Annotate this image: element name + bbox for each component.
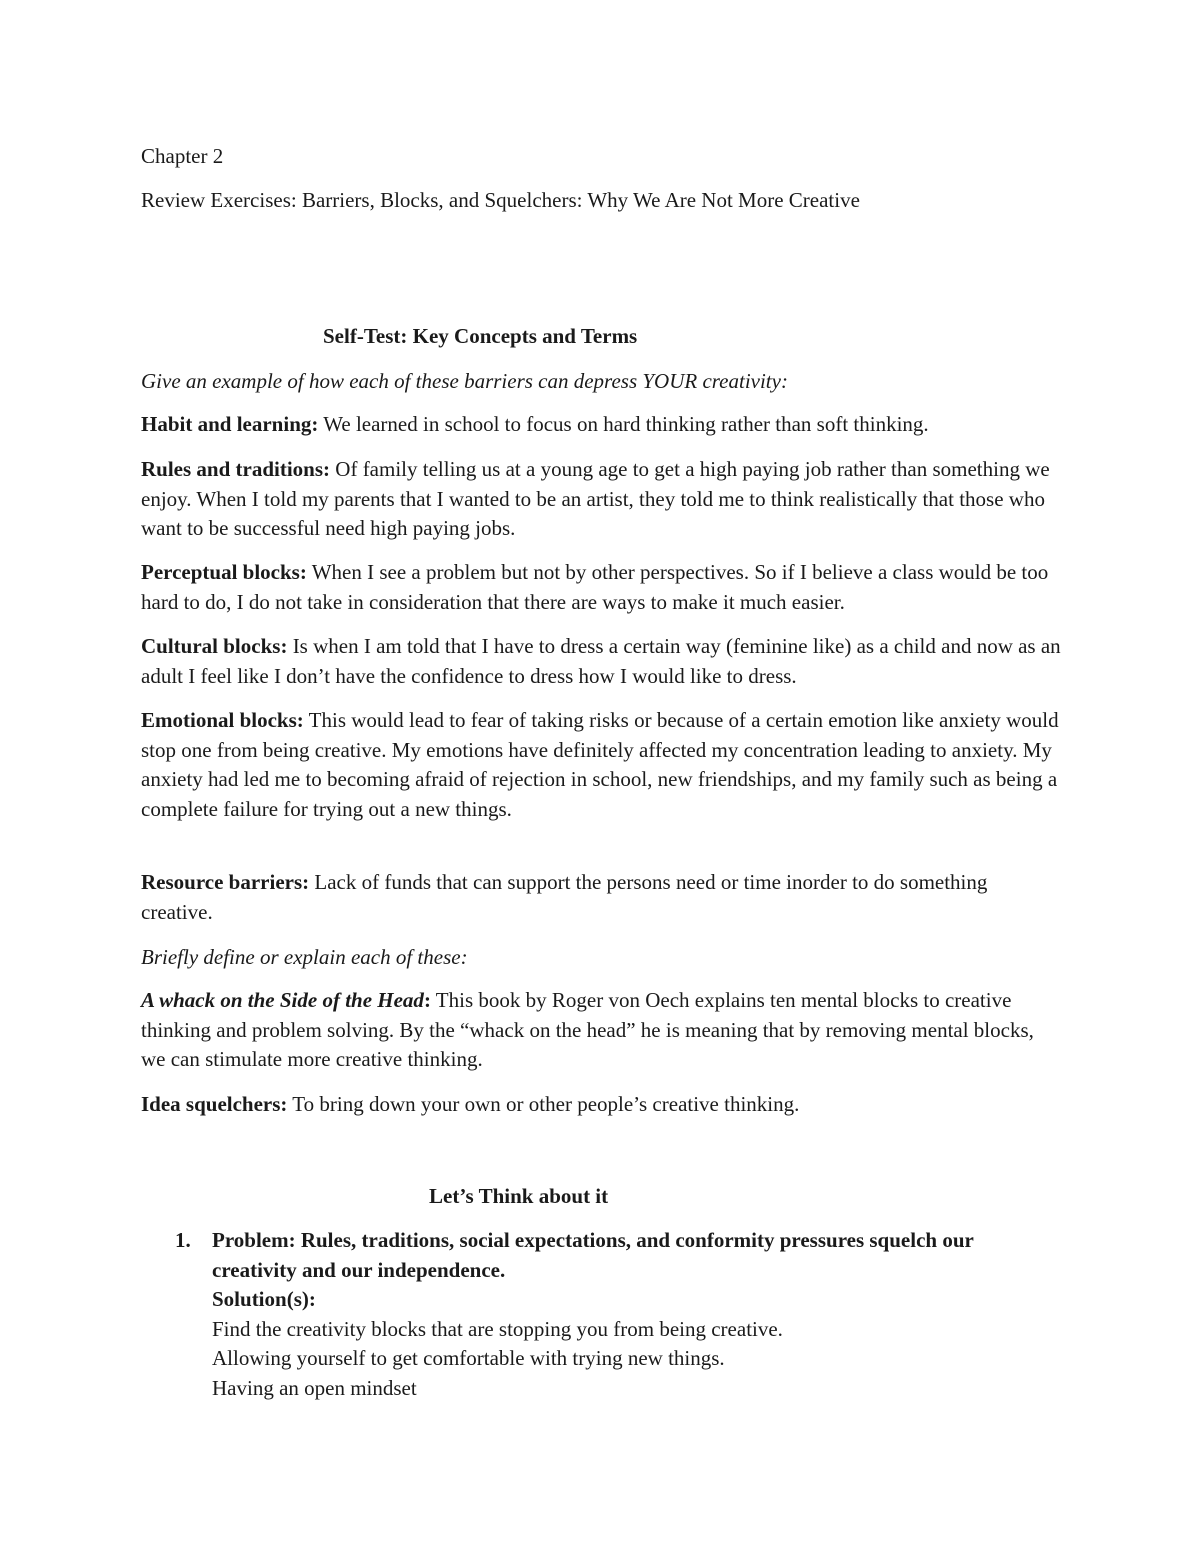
self-test-heading: Self-Test: Key Concepts and Terms bbox=[323, 324, 638, 348]
self-test-prompt: Give an example of how each of these barriers can depress YOUR creativity: bbox=[141, 369, 788, 393]
define-prompt: Briefly define or explain each of these: bbox=[141, 945, 468, 969]
barrier-item-resource bbox=[141, 868, 1061, 927]
barrier-item-habit bbox=[141, 410, 1061, 440]
barrier-item-cultural bbox=[141, 632, 1061, 691]
problem-statement: Problem: Rules, traditions, social expectations, and conformity pressures squelch our creativity and our independence. bbox=[212, 1228, 974, 1282]
barrier-term: Emotional blocks: bbox=[141, 708, 304, 732]
barrier-text: Is when I am told that I have to dress a certain way (feminine like) as a child and now as an adult I feel like I don’t have the confidence to dress how I would like to dress. bbox=[141, 634, 1061, 688]
barrier-term: Cultural blocks: bbox=[141, 634, 288, 658]
solution-label: Solution(s): bbox=[212, 1287, 316, 1311]
list-item-body bbox=[212, 1226, 1062, 1403]
chapter-label: Chapter 2 bbox=[141, 144, 224, 168]
definition-text: To bring down your own or other people’s creative thinking. bbox=[287, 1092, 800, 1116]
definition-term: Idea squelchers: bbox=[141, 1092, 288, 1116]
barrier-text: Lack of funds that can support the persons need or time inorder to do something creative. bbox=[141, 870, 988, 924]
think-heading: Let’s Think about it bbox=[429, 1184, 609, 1208]
barrier-text: When I see a problem but not by other perspectives. So if I believe a class would be too hard to do, I do not take in consideration that there are ways to make it much easier. bbox=[141, 560, 1049, 614]
barrier-term: Habit and learning: bbox=[141, 412, 319, 436]
barrier-term: Rules and traditions: bbox=[141, 457, 331, 481]
barrier-item-rules bbox=[141, 455, 1061, 544]
definition-term: A whack on the Side of the Head bbox=[141, 988, 424, 1012]
barrier-term: Resource barriers: bbox=[141, 870, 310, 894]
definition-squelchers bbox=[141, 1090, 1061, 1120]
list-number: 1. bbox=[175, 1228, 191, 1252]
solution-line: Having an open mindset bbox=[212, 1375, 417, 1400]
definition-whack bbox=[141, 986, 1061, 1075]
definition-text: This book by Roger von Oech explains ten mental blocks to creative thinking and problem solving. By the “whack on the head” he is meaning that by removing mental blocks, we can stimulate more creative thinking. bbox=[141, 988, 1034, 1071]
barrier-item-emotional bbox=[141, 706, 1061, 824]
barrier-item-perceptual bbox=[141, 558, 1061, 617]
barrier-text: Of family telling us at a young age to get a high paying job rather than something we enjoy. When I told my parents that I wanted to be an artist, they told me to think realistically that those who want to be successful need high paying jobs. bbox=[141, 457, 1050, 540]
barrier-term: Perceptual blocks: bbox=[141, 560, 307, 584]
definition-colon: : bbox=[423, 988, 431, 1012]
solution-line: Find the creativity blocks that are stopping you from being creative. bbox=[212, 1316, 783, 1341]
document-subtitle: Review Exercises: Barriers, Blocks, and Squelchers: Why We Are Not More Creative bbox=[141, 188, 860, 212]
solution-line: Allowing yourself to get comfortable with trying new things. bbox=[212, 1346, 725, 1370]
barrier-text: This would lead to fear of taking risks or because of a certain emotion like anxiety would stop one from being creative. My emotions have definitely affected my concentration leading to anxiety. My anxiety had led me to becoming afraid of rejection in school, new friendships, and my family such as being a complete failure for trying out a new things. bbox=[141, 708, 1059, 821]
barrier-text: We learned in school to focus on hard thinking rather than soft thinking. bbox=[318, 412, 929, 436]
